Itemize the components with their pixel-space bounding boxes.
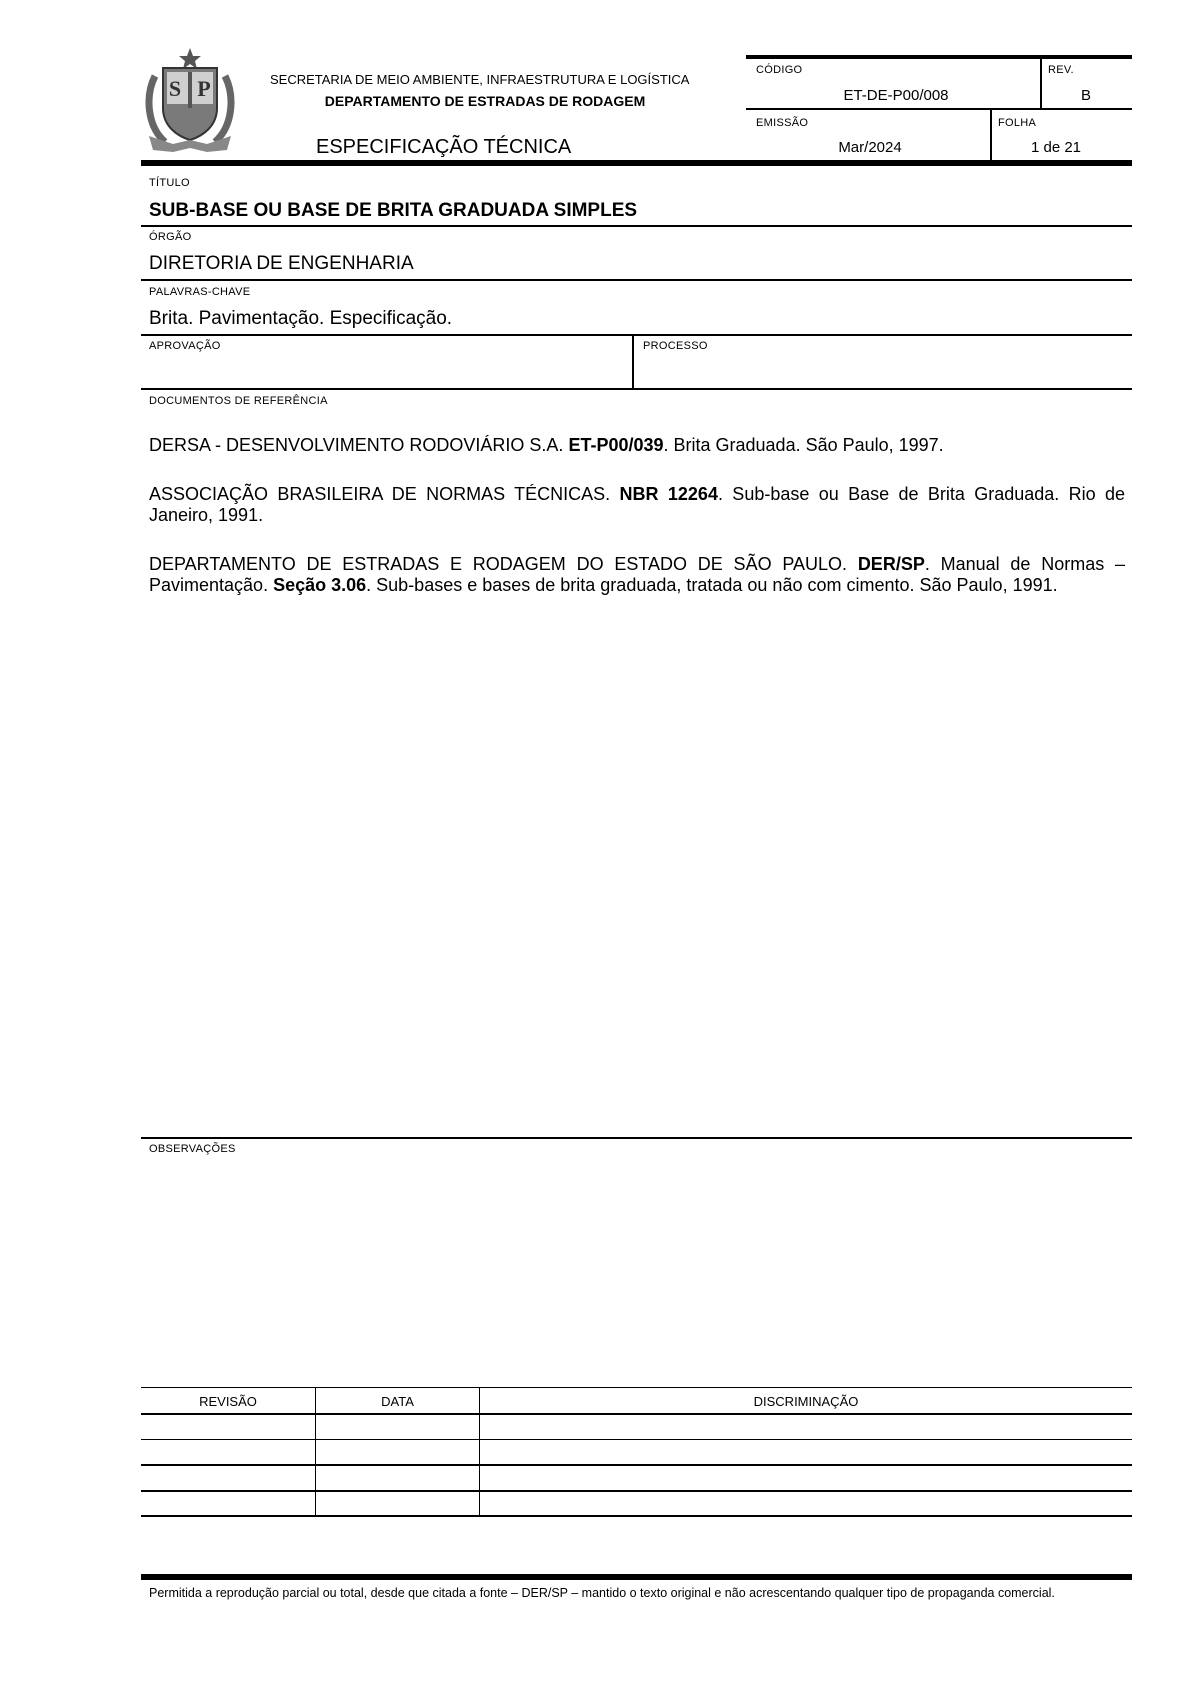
document-type: ESPECIFICAÇÃO TÉCNICA [316, 136, 572, 158]
revision-value: B [1080, 87, 1091, 104]
revisao-header: REVISÃO [199, 1394, 257, 1409]
emissao-label: EMISSÃO [756, 117, 809, 129]
codigo-label: CÓDIGO [756, 64, 803, 76]
folha-label: FOLHA [998, 117, 1037, 129]
discriminacao-header: DISCRIMINAÇÃO [753, 1394, 859, 1409]
svg-text:S: S [168, 76, 182, 101]
palavras-chave-label: PALAVRAS-CHAVE [149, 286, 251, 298]
document-code: ET-DE-P00/008 [843, 87, 949, 104]
orgao-label: ÓRGÃO [149, 231, 192, 243]
revision-table [141, 1387, 1132, 1518]
observacoes-label: OBSERVAÇÕES [149, 1143, 236, 1155]
reference-item: DEPARTAMENTO DE ESTRADAS E RODAGEM DO ESTADO DE SÃO PAULO. DER/SP. Manual de Normas – Pavimentação. Seção 3.06. Sub-bases e bases de brita graduada, tratada ou não com cimento. São Paulo, 1991. [149, 554, 1125, 595]
sao-paulo-coat-of-arms-logo [143, 46, 237, 152]
reference-list [149, 435, 1125, 596]
keywords: Brita. Pavimentação. Especificação. [149, 308, 453, 329]
issue-date: Mar/2024 [838, 139, 902, 156]
table-row [141, 1466, 1132, 1490]
footer-notice: Permitida a reprodução parcial ou total, desde que citada a fonte – DER/SP – mantido o texto original e não acrescentando qualquer tipo de propaganda comercial. [149, 1586, 1055, 1600]
reference-item: DERSA - DESENVOLVIMENTO RODOVIÁRIO S.A. ET-P00/039. Brita Graduada. São Paulo, 1997. [149, 435, 944, 455]
processo-label: PROCESSO [643, 340, 708, 352]
document-title: SUB-BASE OU BASE DE BRITA GRADUADA SIMPLES [149, 200, 638, 221]
table-row [141, 1440, 1132, 1464]
reference-item: ASSOCIAÇÃO BRASILEIRA DE NORMAS TÉCNICAS. NBR 12264. Sub-base ou Base de Brita Graduada. Rio de Janeiro, 1991. [149, 484, 1125, 525]
table-row [141, 1415, 1132, 1439]
documentos-referencia-label: DOCUMENTOS DE REFERÊNCIA [149, 395, 328, 407]
secretaria-name: SECRETARIA DE MEIO AMBIENTE, INFRAESTRUTURA E LOGÍSTICA [270, 72, 690, 87]
data-header: DATA [381, 1394, 414, 1409]
sheet-number: 1 de 21 [1030, 139, 1082, 156]
svg-text:P: P [197, 76, 211, 101]
table-row [141, 1492, 1132, 1515]
rev-label: REV. [1048, 64, 1074, 76]
departamento-name: DEPARTAMENTO DE ESTRADAS DE RODAGEM [324, 93, 646, 109]
aprovacao-label: APROVAÇÃO [149, 340, 221, 352]
orgao-value: DIRETORIA DE ENGENHARIA [149, 253, 414, 274]
titulo-label: TÍTULO [149, 177, 190, 189]
